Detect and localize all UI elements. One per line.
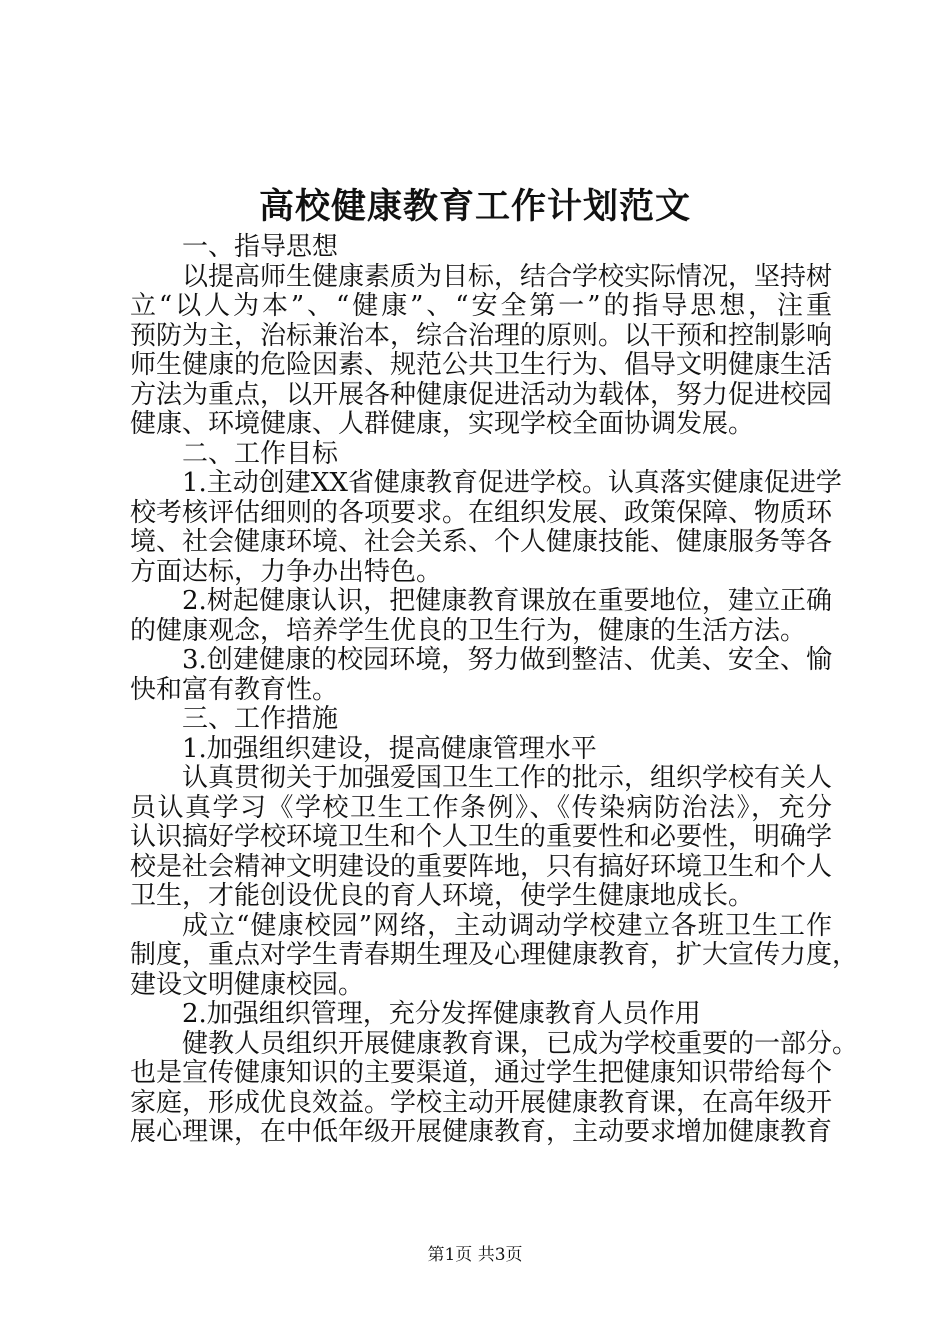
paragraph-line: 立“以人为本”、“健康”、“安全第一”的指导思想，注重 <box>130 291 832 321</box>
paragraph-line: 制度，重点对学生青春期生理及心理健康教育，扩大宣传力度， <box>130 940 859 970</box>
paragraph-line: 预防为主，治标兼治本，综合治理的原则。以干预和控制影响 <box>130 320 833 351</box>
paragraph-line: 认识搞好学校环境卫生和个人卫生的重要性和必要性，明确学 <box>130 822 833 852</box>
paragraph-line: 快和富有教育性。 <box>130 674 339 705</box>
paragraph-line: 健康、环境健康、人群健康，实现学校全面协调发展。 <box>130 409 755 439</box>
paragraph-line: 成立“健康校园”网络，主动调动学校建立各班卫生工作 <box>182 910 832 941</box>
paragraph-line: 校是社会精神文明建设的重要阵地，只有搞好环境卫生和个人 <box>130 851 833 882</box>
paragraph-line: 以提高师生健康素质为目标，结合学校实际情况，坚持树 <box>182 261 833 292</box>
paragraph-line: 认真贯彻关于加强爱国卫生工作的批示，组织学校有关人 <box>182 763 833 793</box>
document-body <box>130 232 859 1148</box>
paragraph-line: 2.树起健康认识，把健康教育课放在重要地位，建立正确 <box>182 586 832 616</box>
paragraph-line: 家庭，形成优良效益。学校主动开展健康教育课，在高年级开 <box>130 1087 833 1118</box>
paragraph-line: 的健康观念，培养学生优良的卫生行为，健康的生活方法。 <box>130 615 807 646</box>
paragraph-line: 员认真学习《学校卫生工作条例》、《传染病防治法》，充分 <box>130 792 832 823</box>
section-heading: 三、工作措施 <box>182 704 339 734</box>
paragraph-line: 健教人员组织开展健康教育课，已成为学校重要的一部分。 <box>182 1028 859 1059</box>
paragraph-line: 境、社会健康环境、社会关系、个人健康技能、健康服务等各 <box>130 527 833 557</box>
paragraph-line: 方面达标，力争办出特色。 <box>130 556 443 587</box>
paragraph-line: 1.主动创建XX省健康教育促进学校。认真落实健康促进学 <box>182 468 842 498</box>
section-heading: 2.加强组织管理，充分发挥健康教育人员作用 <box>182 999 701 1029</box>
page-footer: 第1页 共3页 <box>427 1245 523 1265</box>
section-heading: 二、工作目标 <box>182 438 339 469</box>
paragraph-line: 校考核评估细则的各项要求。在组织发展、政策保障、物质环 <box>130 497 833 528</box>
paragraph-line: 3.创建健康的校园环境，努力做到整洁、优美、安全、愉 <box>182 645 832 675</box>
paragraph-line: 展心理课，在中低年级开展健康教育，主动要求增加健康教育 <box>130 1117 833 1147</box>
document-title: 高校健康教育工作计划范文 <box>258 186 691 227</box>
paragraph-line: 方法为重点，以开展各种健康促进活动为载体，努力促进校园 <box>130 379 833 410</box>
paragraph-line: 师生健康的危险因素、规范公共卫生行为、倡导文明健康生活 <box>130 350 833 380</box>
paragraph-line: 卫生，才能创设优良的育人环境，使学生健康地成长。 <box>130 881 755 911</box>
paragraph-line: 建设文明健康校园。 <box>130 969 365 1000</box>
section-heading: 一、指导思想 <box>182 232 339 262</box>
paragraph-line: 也是宣传健康知识的主要渠道，通过学生把健康知识带给每个 <box>130 1058 833 1088</box>
section-heading: 1.加强组织建设，提高健康管理水平 <box>182 733 597 764</box>
